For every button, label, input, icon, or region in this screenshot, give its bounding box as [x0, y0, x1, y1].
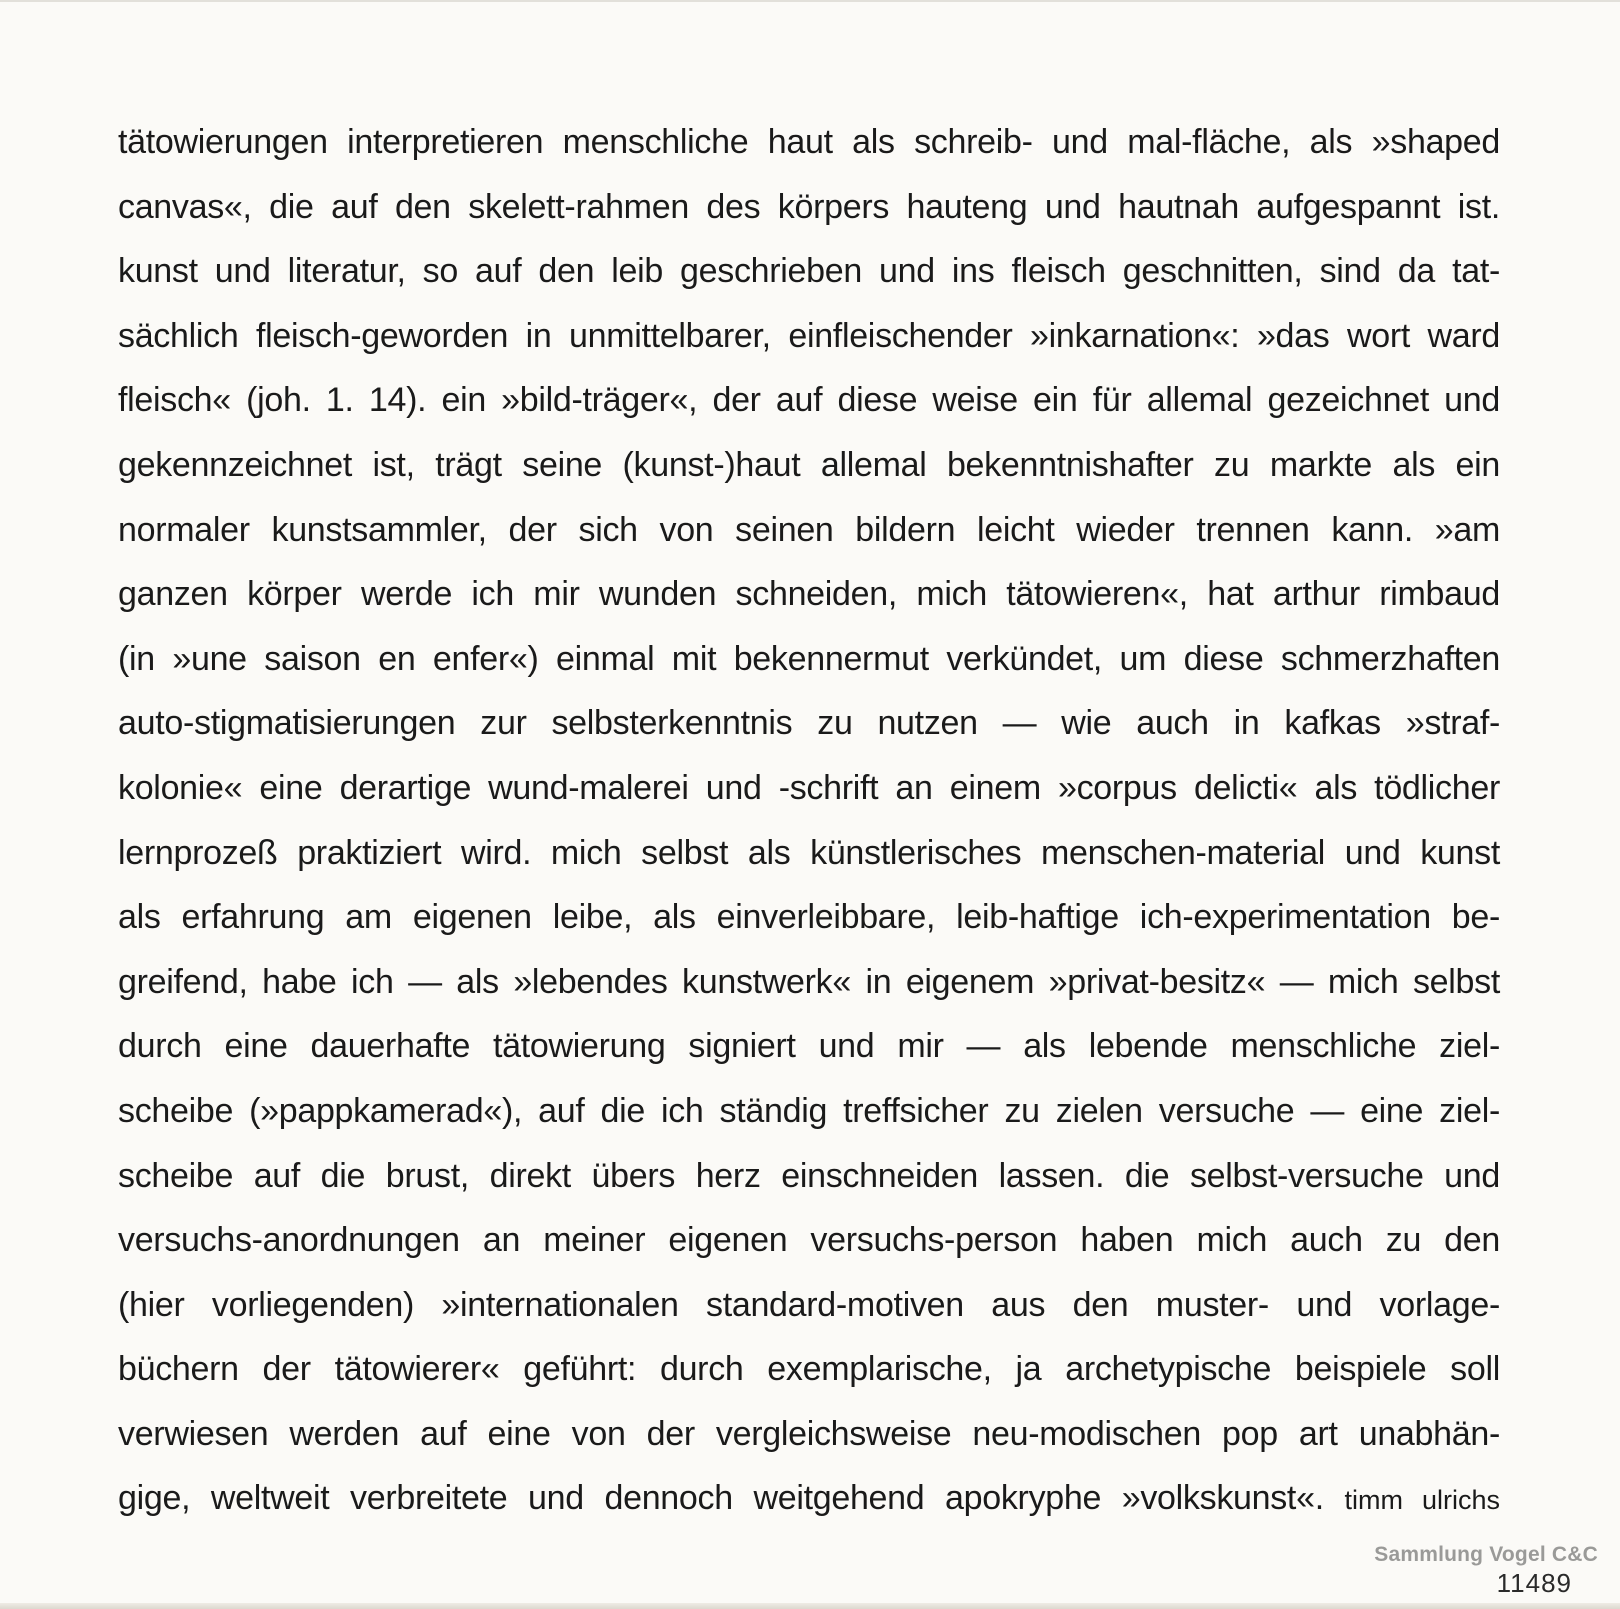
author-signature: timm ulrichs — [1344, 1485, 1500, 1516]
text-line-9: (in »une saison en enfer«) einmal mit bekennermut verkündet, um diese schmerzhaften — [118, 639, 1500, 678]
inventory-number: 11489 — [1496, 1568, 1572, 1598]
text-line-16: scheibe (»pappkamerad«), auf die ich ständig treffsicher zu zielen versuche — eine ziel- — [118, 1091, 1500, 1130]
text-line-1: tätowierungen interpretieren menschliche haut als schreib- und mal-fläche, als »shaped — [118, 123, 1500, 161]
text-line-5: fleisch« (joh. 1. 14). ein »bild-träger«, der auf diese weise ein für allemal gezeichnet und — [118, 381, 1500, 420]
text-line-3: kunst und literatur, so auf den leib geschrieben und ins fleisch geschnitten, sind da tat- — [118, 252, 1500, 291]
text-line-21: verwiesen werden auf eine von der vergleichsweise neu-modischen pop art unabhän- — [118, 1414, 1500, 1453]
text-line-14: greifend, habe ich — als »lebendes kunstwerk« in eigenem »privat-besitz« — mich selbst — [118, 962, 1500, 1001]
text-line-10: auto-stigmatisierungen zur selbsterkenntnis zu nutzen — wie auch in kafkas »straf- — [118, 704, 1500, 743]
text-line-19: (hier vorliegenden) »internationalen standard-motiven aus den muster- und vorlage- — [118, 1285, 1500, 1324]
text-line-2: canvas«, die auf den skelett-rahmen des körpers hauteng und hautnah aufgespannt ist. — [118, 187, 1500, 226]
text-line-22 — [118, 1466, 1500, 1531]
text-line-11: kolonie« eine derartige wund-malerei und -schrift an einem »corpus delicti« als tödlicher — [118, 768, 1500, 807]
text-line-6: gekennzeichnet ist, trägt seine (kunst-)haut allemal bekenntnishafter zu markte als ein — [118, 445, 1500, 484]
text-line-12: lernprozeß praktiziert wird. mich selbst als künstlerisches menschen-material und kunst — [118, 833, 1500, 872]
text-line-15: durch eine dauerhafte tätowierung signiert und mir — als lebende menschliche ziel- — [118, 1027, 1500, 1066]
last-line-text: gige, weltweit verbreitete und dennoch weitgehend apokryphe »volkskunst«. — [118, 1479, 1324, 1518]
text-line-4: sächlich fleisch-geworden in unmittelbarer, einfleischender »inkarnation«: »das wort ward — [118, 316, 1500, 355]
text-line-18: versuchs-anordnungen an meiner eigenen versuchs-person haben mich auch zu den — [118, 1221, 1500, 1260]
text-line-17: scheibe auf die brust, direkt übers herz einschneiden lassen. die selbst-versuche und — [118, 1156, 1500, 1195]
collection-watermark: Sammlung Vogel C&C — [1374, 1543, 1598, 1566]
text-line-7: normaler kunstsammler, der sich von seinen bildern leicht wieder trennen kann. »am — [118, 510, 1500, 549]
text-line-20: büchern der tätowierer« geführt: durch exemplarische, ja archetypische beispiele soll — [118, 1350, 1500, 1389]
body-text — [118, 110, 1500, 1531]
text-line-8: ganzen körper werde ich mir wunden schneiden, mich tätowieren«, hat arthur rimbaud — [118, 575, 1500, 614]
text-line-13: als erfahrung am eigenen leibe, als einverleibbare, leib-haftige ich-experimentation be- — [118, 898, 1500, 937]
